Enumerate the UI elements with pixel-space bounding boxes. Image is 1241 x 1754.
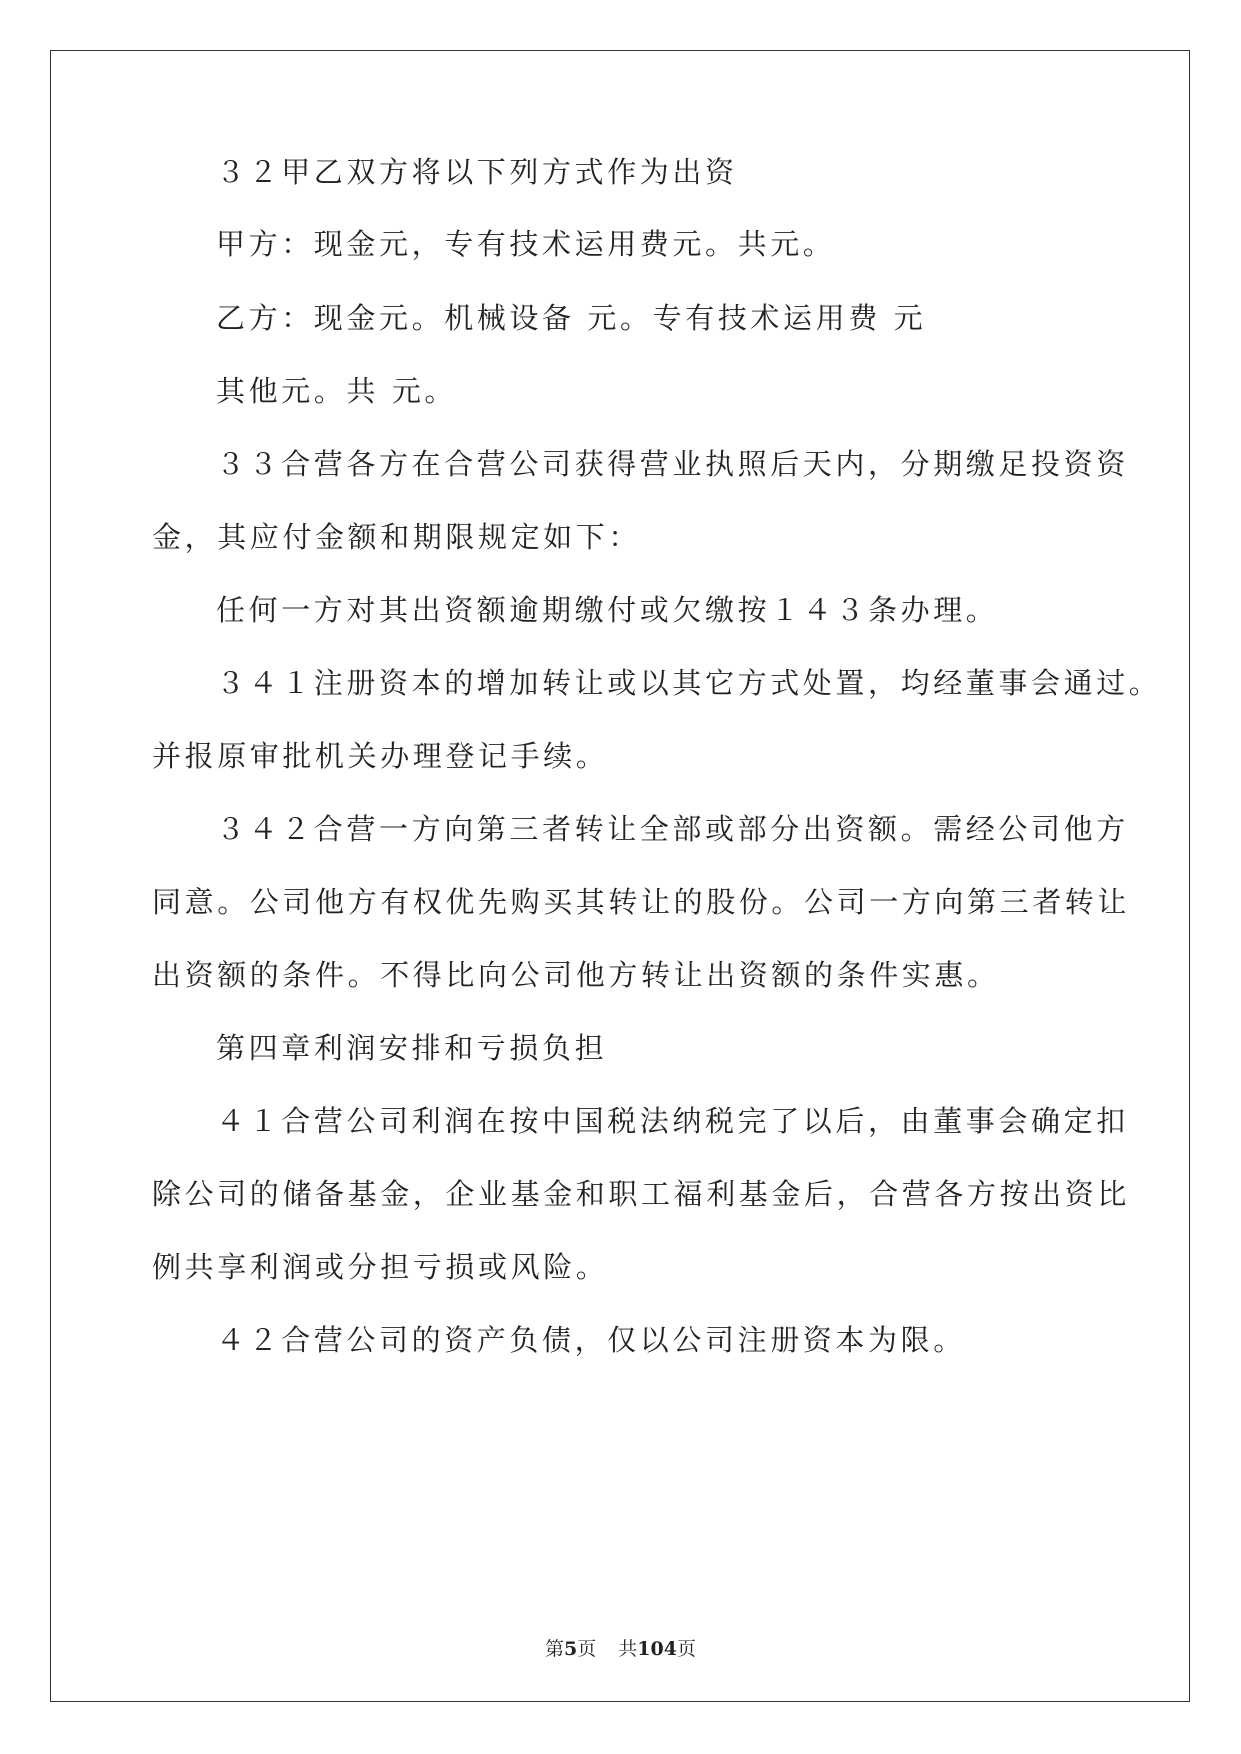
page-number: 5 — [564, 1638, 578, 1660]
paragraph-line: ４２合营公司的资产负债，仅以公司注册资本为限。 — [216, 1323, 966, 1357]
paragraph-line: 其他元。共 元。 — [216, 374, 458, 408]
paragraph-line: 乙方：现金元。机械设备 元。专有技术运用费 元 — [216, 301, 927, 335]
paragraph-line: 除公司的储备基金，企业基金和职工福利基金后，合营各方按出资比 — [152, 1177, 1131, 1211]
section-heading: 第四章利润安排和亏损负担 — [216, 1031, 608, 1065]
paragraph-line: 金，其应付金额和期限规定如下： — [152, 520, 642, 554]
paragraph-line: 任何一方对其出资额逾期缴付或欠缴按１４３条办理。 — [216, 593, 999, 627]
page-suffix: 页 — [577, 1638, 597, 1660]
paragraph-line: ３３合营各方在合营公司获得营业执照后天内，分期缴足投资资 — [216, 447, 1129, 481]
total-suffix: 页 — [676, 1638, 696, 1660]
paragraph-line: 甲方：现金元，专有技术运用费元。共元。 — [216, 227, 836, 261]
paragraph-line: 出资额的条件。不得比向公司他方转让出资额的条件实惠。 — [152, 958, 1000, 992]
page-prefix: 第 — [545, 1638, 565, 1660]
paragraph-line: ３４１注册资本的增加转让或以其它方式处置，均经董事会通过。 — [216, 666, 1162, 700]
paragraph-line: 同意。公司他方有权优先购买其转让的股份。公司一方向第三者转让 — [152, 885, 1131, 919]
paragraph-line: ４１合营公司利润在按中国税法纳税完了以后，由董事会确定扣 — [216, 1104, 1129, 1138]
paragraph-line: ３４２合营一方向第三者转让全部或部分出资额。需经公司他方 — [216, 812, 1129, 846]
paragraph-line: ３２甲乙双方将以下列方式作为出资 — [216, 155, 738, 189]
total-prefix: 共 — [618, 1638, 638, 1660]
paragraph-line: 例共享利润或分担亏损或风险。 — [152, 1250, 609, 1284]
paragraph-line: 并报原审批机关办理登记手续。 — [152, 739, 609, 773]
total-pages: 104 — [637, 1638, 677, 1660]
page-footer — [0, 1637, 1241, 1661]
